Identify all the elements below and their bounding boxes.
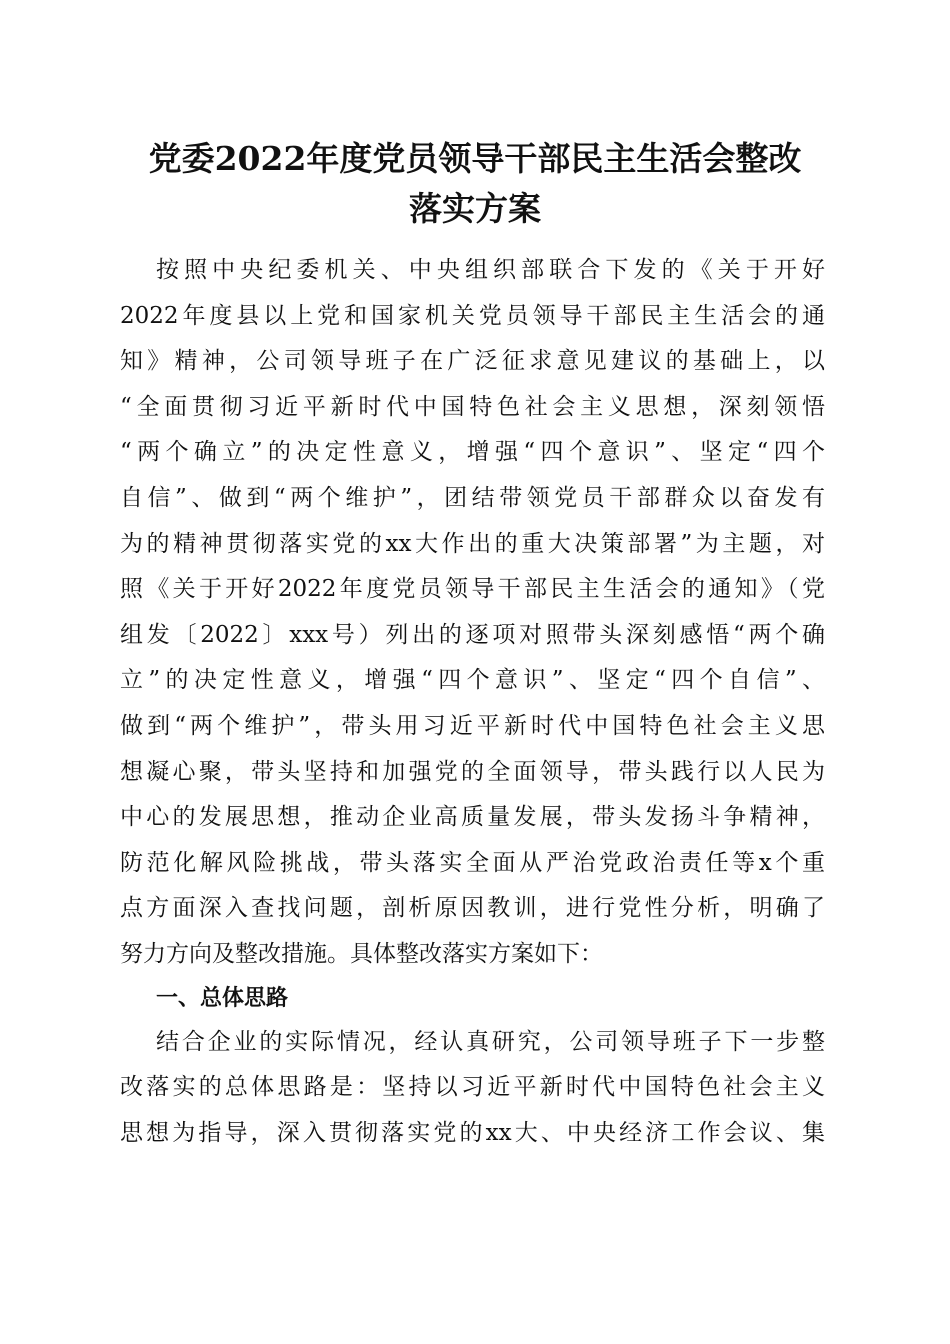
paragraph-line: “全面贯彻习近平新时代中国特色社会主义思想，深刻领悟 [120,393,825,420]
paragraph-line: 想凝心聚，带头坚持和加强党的全面领导，带头践行以人民为 [120,758,825,785]
paragraph-line: 点方面深入查找问题，剖析原因教训，进行党性分析，明确了 [120,895,825,922]
paragraph-line: 防范化解风险挑战，带头落实全面从严治党政治责任等x个重 [120,849,825,876]
paragraph-line: 做到“两个维护”，带头用习近平新时代中国特色社会主义思 [120,712,825,739]
paragraph-line: 结合企业的实际情况，经认真研究，公司领导班子下一步整 [156,1028,825,1055]
section-heading: 一、总体思路 [156,985,289,1011]
paragraph-line: 照《关于开好2022年度党员领导干部民主生活会的通知》（党 [120,576,825,603]
paragraph-line: 知》精神，公司领导班子在广泛征求意见建议的基础上，以 [120,348,825,375]
paragraph-line: 按照中央纪委机关、中央组织部联合下发的《关于开好 [156,257,825,283]
paragraph-1 [120,248,825,978]
paragraph-line: 思想为指导，深入贯彻落实党的xx大、中央经济工作会议、集 [120,1119,825,1146]
paragraph-line: 立”的决定性意义，增强“四个意识”、坚定“四个自信”、 [120,667,825,694]
paragraph-line: 中心的发展思想，推动企业高质量发展，带头发扬斗争精神， [120,804,825,831]
title-line-1: 党委2022年度党员领导干部民主生活会整改 [148,139,802,178]
paragraph-line: 自信”、做到“两个维护”，团结带领党员干部群众以奋发有 [120,484,825,511]
title-line-2: 落实方案 [409,189,541,228]
paragraph-line: 努力方向及整改措施。具体整改落实方案如下： [120,940,603,967]
document-body [120,248,825,1156]
document-title [110,134,840,234]
paragraph-line: 为的精神贯彻落实党的xx大作出的重大决策部署”为主题，对 [120,530,825,557]
paragraph-line: 2022年度县以上党和国家机关党员领导干部民主生活会的通 [120,302,825,329]
paragraph-line: 组发〔2022〕xxx号）列出的逐项对照带头深刻感悟“两个确 [120,621,825,648]
paragraph-line: “两个确立”的决定性意义，增强“四个意识”、坚定“四个 [120,439,825,466]
paragraph-line: 改落实的总体思路是：坚持以习近平新时代中国特色社会主义 [120,1074,825,1101]
paragraph-2 [120,1020,825,1157]
